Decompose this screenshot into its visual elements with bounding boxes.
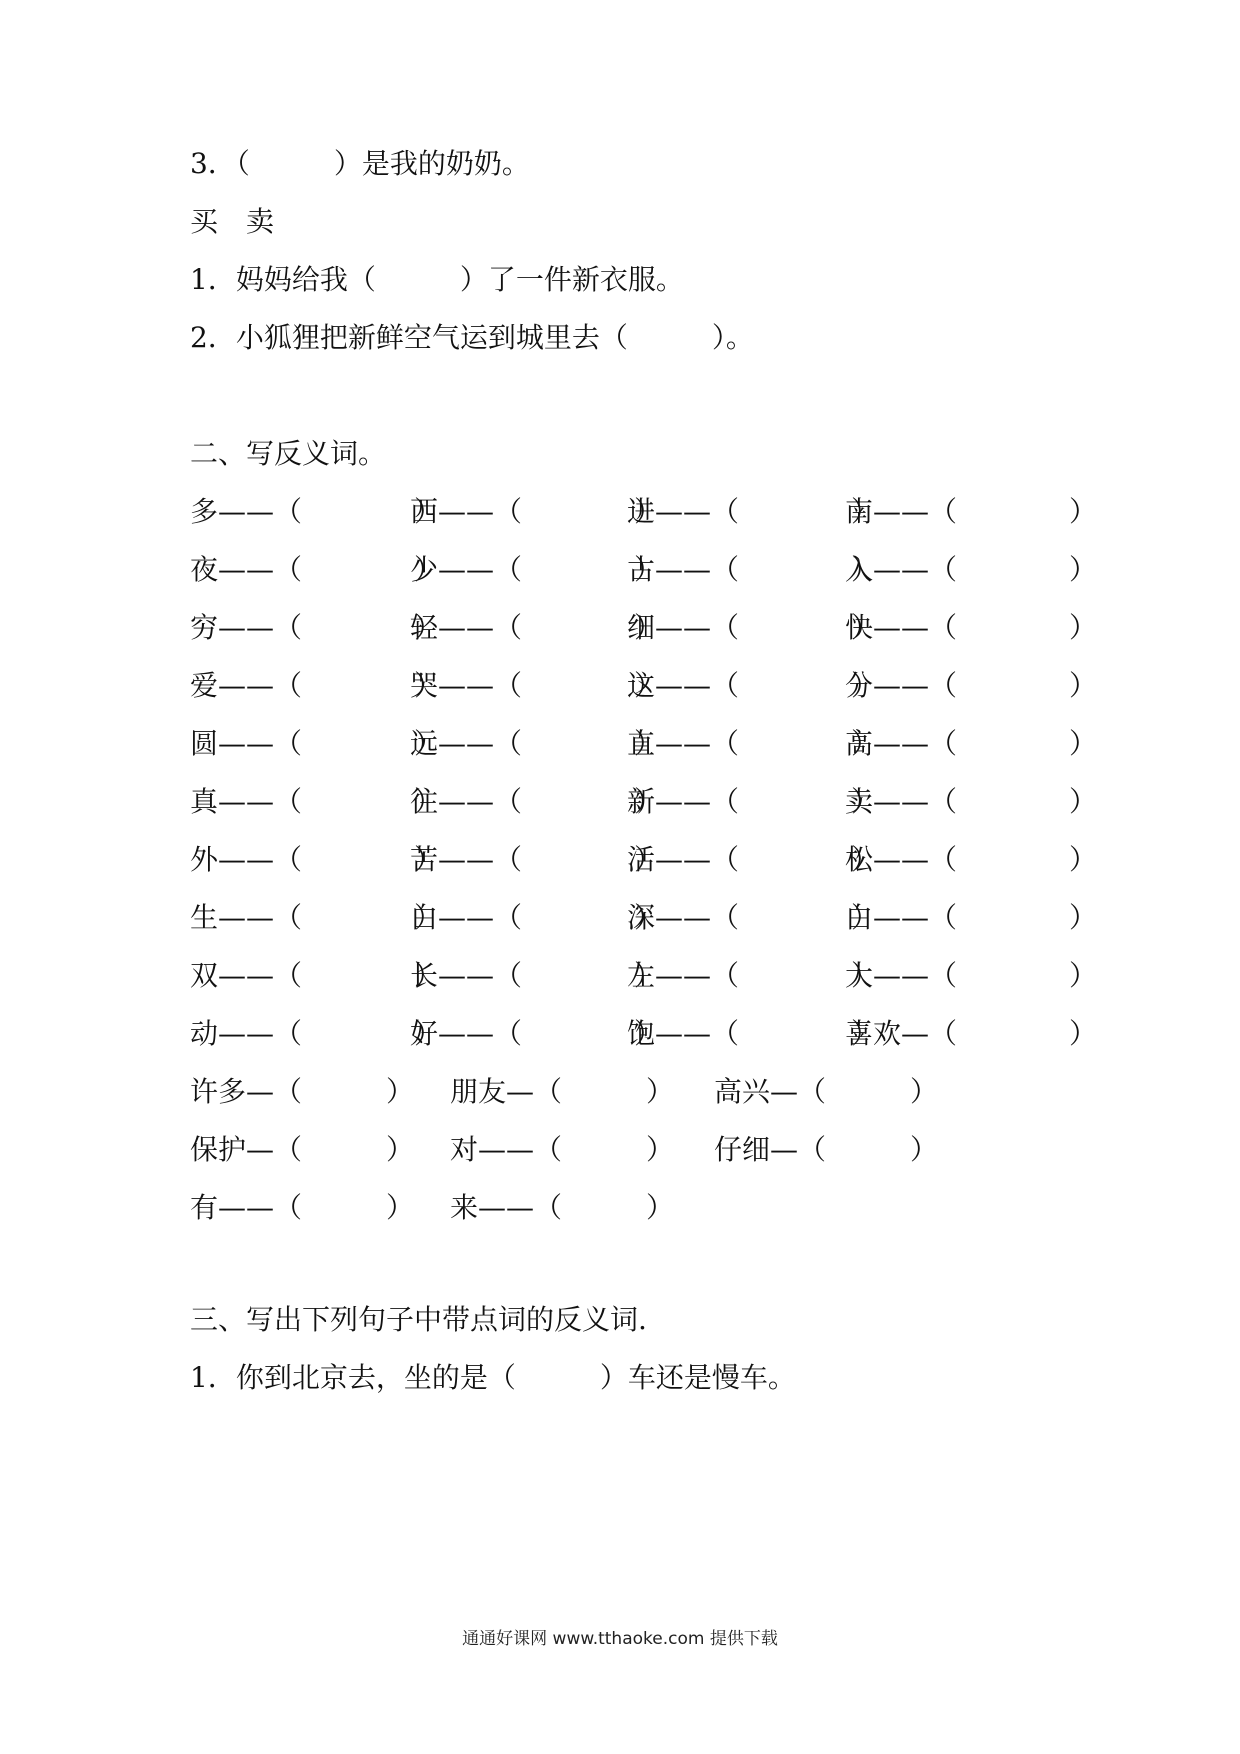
antonym-item: 动——（ ） — [190, 1017, 443, 1050]
antonym-item: 夜——（ ） — [190, 553, 443, 586]
word-pair-label: 买 卖 — [190, 205, 275, 238]
antonym-pair-item: 对——（ ） — [450, 1133, 675, 1166]
footer-credit: 通通好课网 www.tthaoke.com 提供下载 — [462, 1629, 778, 1649]
antonym-item: 远——（ ） — [410, 727, 663, 760]
antonym-item: 白——（ ） — [845, 901, 1098, 934]
antonym-pair-item: 有——（ ） — [190, 1191, 415, 1224]
antonym-item: 细——（ ） — [627, 611, 880, 644]
antonym-pair-item: 高兴—（ ） — [714, 1075, 939, 1108]
antonym-item: 生——（ ） — [190, 901, 443, 934]
section-3-heading: 三、写出下列句子中带点词的反义词. — [190, 1303, 647, 1336]
antonym-item: 双——（ ） — [190, 959, 443, 992]
antonym-item: 穷——（ ） — [190, 611, 443, 644]
antonym-item: 长——（ ） — [410, 959, 663, 992]
antonym-item: 真——（ ） — [190, 785, 443, 818]
antonym-item: 往——（ ） — [410, 785, 663, 818]
fill-in-line-3: 3．（ ）是我的奶奶。 — [190, 147, 530, 180]
antonym-item: 饱——（ ） — [627, 1017, 880, 1050]
antonym-item: 多——（ ） — [190, 495, 443, 528]
antonym-item: 直——（ ） — [627, 727, 880, 760]
antonym-item: 分——（ ） — [845, 669, 1098, 702]
antonym-item: 苦——（ ） — [410, 843, 663, 876]
antonym-item: 爱——（ ） — [190, 669, 443, 702]
section-3-line-1: 1．你到北京去，坐的是（ ）车还是慢车。 — [190, 1361, 796, 1394]
antonym-item: 进——（ ） — [627, 495, 880, 528]
antonym-item: 喜欢—（ ） — [845, 1017, 1098, 1050]
antonym-item: 活——（ ） — [627, 843, 880, 876]
antonym-pair-item: 朋友—（ ） — [450, 1075, 675, 1108]
antonym-item: 白——（ ） — [410, 901, 663, 934]
antonym-pair-item: 仔细—（ ） — [714, 1133, 939, 1166]
antonym-item: 好——（ ） — [410, 1017, 663, 1050]
antonym-item: 这——（ ） — [627, 669, 880, 702]
antonym-item: 南——（ ） — [845, 495, 1098, 528]
antonym-item: 快——（ ） — [845, 611, 1098, 644]
fill-in-line-b1: 1．妈妈给我（ ）了一件新衣服。 — [190, 263, 684, 296]
antonym-item: 新——（ ） — [627, 785, 880, 818]
antonym-item: 轻——（ ） — [410, 611, 663, 644]
antonym-item: 卖——（ ） — [845, 785, 1098, 818]
antonym-item: 大——（ ） — [845, 959, 1098, 992]
antonym-item: 哭——（ ） — [410, 669, 663, 702]
antonym-item: 外——（ ） — [190, 843, 443, 876]
antonym-item: 西——（ ） — [410, 495, 663, 528]
fill-in-line-b2: 2．小狐狸把新鲜空气运到城里去（ ）。 — [190, 321, 754, 354]
antonym-item: 松——（ ） — [845, 843, 1098, 876]
antonym-item: 古——（ ） — [627, 553, 880, 586]
section-2-heading: 二、写反义词。 — [190, 437, 387, 470]
antonym-item: 左——（ ） — [627, 959, 880, 992]
antonym-pair-item: 许多—（ ） — [190, 1075, 415, 1108]
antonym-item: 圆——（ ） — [190, 727, 443, 760]
antonym-pair-item: 保护—（ ） — [190, 1133, 415, 1166]
antonym-item: 入——（ ） — [845, 553, 1098, 586]
antonym-pair-item: 来——（ ） — [450, 1191, 675, 1224]
antonym-item: 高——（ ） — [845, 727, 1098, 760]
antonym-item: 深——（ ） — [627, 901, 880, 934]
antonym-item: 少——（ ） — [410, 553, 663, 586]
